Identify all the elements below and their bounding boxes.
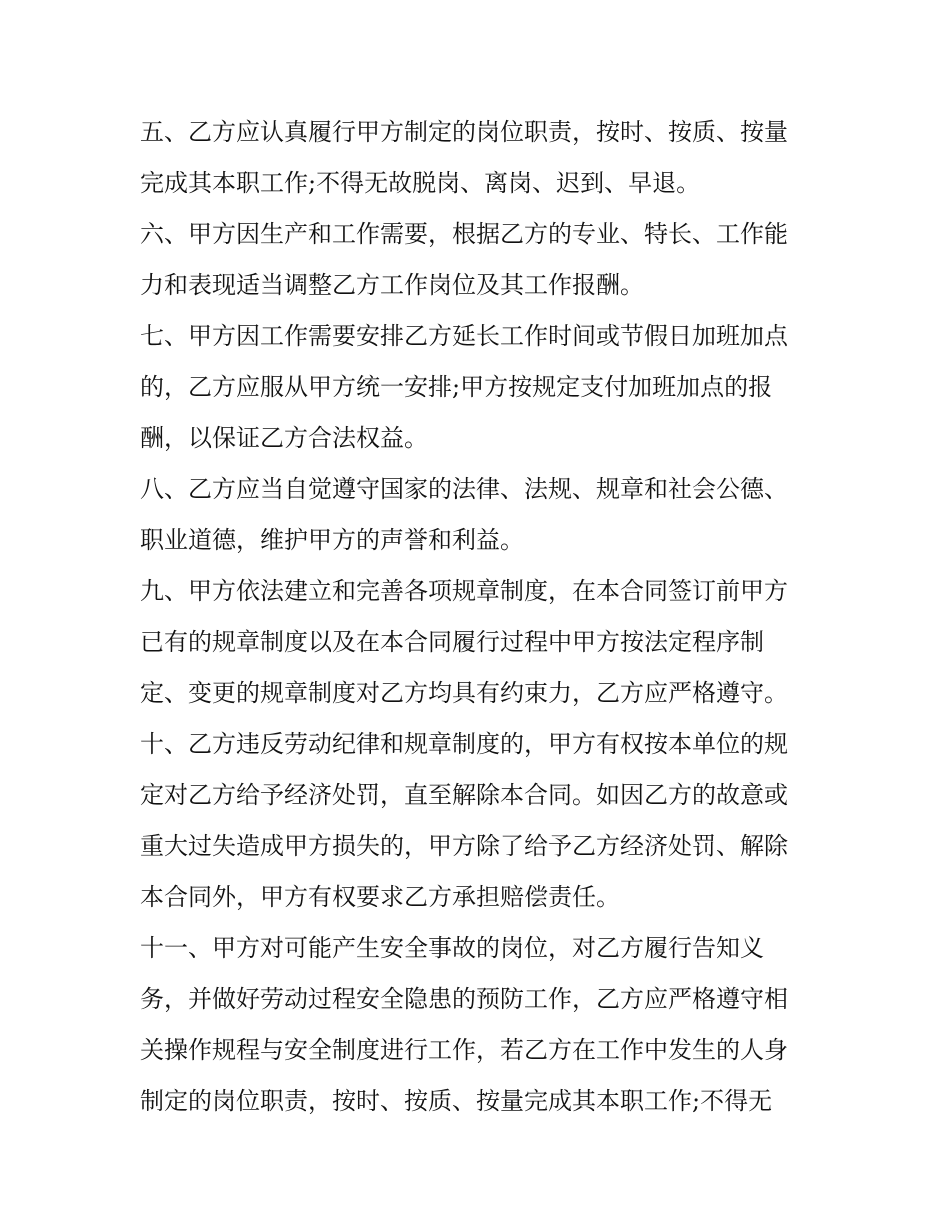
text-line: 职业道德，维护甲方的声誉和利益。 [140, 526, 524, 554]
text-line: 酬，以保证乙方合法权益。 [140, 424, 428, 452]
text-line: 六、甲方因生产和工作需要，根据乙方的专业、特长、工作能 [140, 220, 788, 248]
text-line: 已有的规章制度以及在本合同履行过程中甲方按法定程序制 [140, 628, 764, 656]
text-line: 七、甲方因工作需要安排乙方延长工作时间或节假日加班加点 [140, 322, 788, 350]
text-line: 八、乙方应当自觉遵守国家的法律、法规、规章和社会公德、 [140, 475, 788, 503]
text-line: 务，并做好劳动过程安全隐患的预防工作，乙方应严格遵守相 [140, 985, 788, 1013]
text-line: 的，乙方应服从甲方统一安排;甲方按规定支付加班加点的报 [140, 373, 773, 401]
text-line: 本合同外，甲方有权要求乙方承担赔偿责任。 [140, 883, 620, 911]
text-line: 定对乙方给予经济处罚，直至解除本合同。如因乙方的故意或 [140, 781, 788, 809]
text-line: 完成其本职工作;不得无故脱岗、离岗、迟到、早退。 [140, 169, 701, 197]
text-line: 九、甲方依法建立和完善各项规章制度，在本合同签订前甲方 [140, 577, 788, 605]
text-line: 十、乙方违反劳动纪律和规章制度的，甲方有权按本单位的规 [140, 730, 788, 758]
text-line: 定、变更的规章制度对乙方均具有约束力，乙方应严格遵守。 [140, 679, 788, 707]
contract-body-text [140, 107, 830, 1127]
text-line: 十一、甲方对可能产生安全事故的岗位，对乙方履行告知义 [140, 934, 764, 962]
text-line: 力和表现适当调整乙方工作岗位及其工作报酬。 [140, 271, 644, 299]
text-line: 关操作规程与安全制度进行工作，若乙方在工作中发生的人身 [140, 1036, 788, 1064]
text-line: 重大过失造成甲方损失的，甲方除了给予乙方经济处罚、解除 [140, 832, 788, 860]
text-line: 制定的岗位职责，按时、按质、按量完成其本职工作;不得无 [140, 1087, 773, 1115]
text-line: 五、乙方应认真履行甲方制定的岗位职责，按时、按质、按量 [140, 118, 788, 146]
